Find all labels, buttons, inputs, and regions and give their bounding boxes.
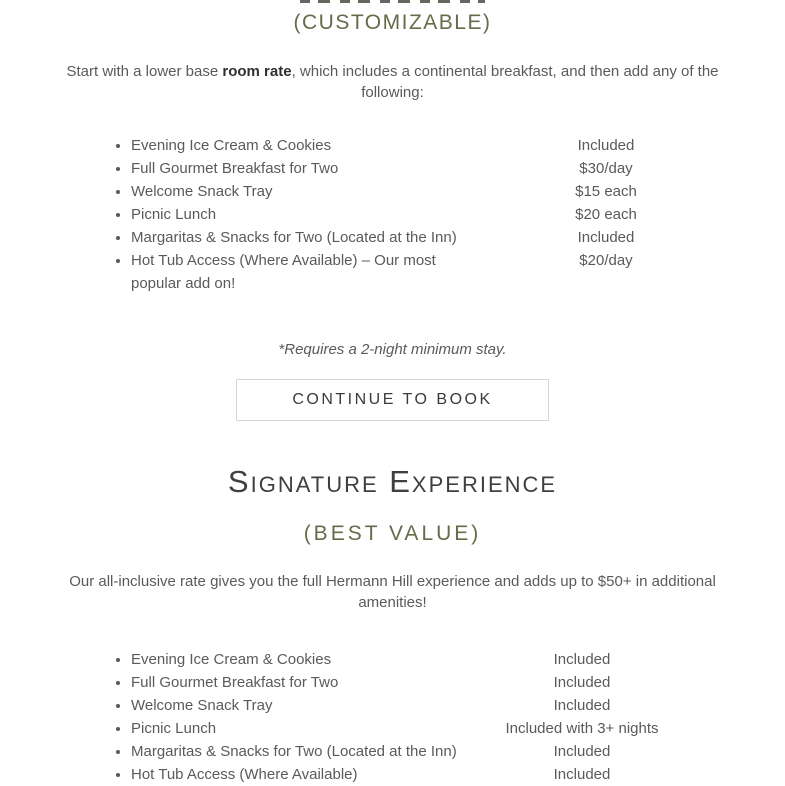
amenity-price: Included [577, 137, 635, 154]
intro-text-prefix: Start with a lower base [66, 63, 223, 80]
amenity-price: Included [553, 651, 611, 668]
customizable-intro [65, 61, 720, 103]
intro-room-rate-bold: room rate [222, 63, 292, 80]
amenity-price: $20 each [575, 206, 637, 223]
bullet-icon [116, 658, 120, 662]
signature-experience-title: Signature Experience [227, 464, 558, 499]
customizable-amenity-list [115, 134, 667, 295]
amenity-label-cell [115, 740, 497, 763]
list-item [115, 763, 667, 786]
amenity-label-cell [115, 249, 545, 295]
intro-text-suffix: , which includes a continental breakfast, and then add any of the following: [291, 63, 719, 101]
bullet-icon [116, 704, 120, 708]
amenity-price: Included [553, 697, 611, 714]
list-item [115, 249, 667, 295]
amenity-label: Margaritas & Snacks for Two (Located at the Inn) [131, 743, 457, 760]
minimum-stay-note: *Requires a 2-night minimum stay. [278, 341, 507, 358]
amenity-price: Included with 3+ nights [505, 720, 659, 737]
list-item [115, 180, 667, 203]
amenity-label-cell [115, 157, 545, 180]
bullet-icon [116, 236, 120, 240]
amenity-label-cell [115, 763, 497, 786]
cropped-heading-remnant [300, 0, 485, 3]
list-item [115, 134, 667, 157]
bullet-icon [116, 681, 120, 685]
customizable-subtitle: (CUSTOMIZABLE) [293, 11, 492, 34]
amenity-label: Evening Ice Cream & Cookies [131, 651, 332, 668]
list-item [115, 648, 667, 671]
amenity-price: Included [577, 229, 635, 246]
list-item [115, 203, 667, 226]
bullet-icon [116, 190, 120, 194]
amenity-label: Welcome Snack Tray [131, 697, 273, 714]
list-item [115, 671, 667, 694]
amenity-label-cell [115, 134, 545, 157]
amenity-label-cell [115, 226, 545, 249]
amenity-label: Full Gourmet Breakfast for Two [131, 674, 339, 691]
bullet-icon [116, 750, 120, 754]
bullet-icon [116, 773, 120, 777]
amenity-label: Full Gourmet Breakfast for Two [131, 160, 339, 177]
amenity-price: Included [553, 674, 611, 691]
list-item [115, 717, 667, 740]
amenity-price: Included [553, 743, 611, 760]
amenity-label: Welcome Snack Tray [131, 183, 273, 200]
amenity-label: Picnic Lunch [131, 206, 217, 223]
amenity-label-cell [115, 671, 497, 694]
list-item [115, 694, 667, 717]
best-value-subtitle: (BEST VALUE) [303, 522, 482, 545]
bullet-icon [116, 213, 120, 217]
amenity-label: Hot Tub Access (Where Available) – Our most popular add on! [131, 252, 436, 292]
amenity-price: $15 each [575, 183, 637, 200]
signature-amenity-list [115, 648, 667, 786]
amenity-label-cell [115, 180, 545, 203]
list-item [115, 740, 667, 763]
bullet-icon [116, 727, 120, 731]
amenity-label-cell [115, 694, 497, 717]
page-content [65, 0, 720, 786]
button-container [65, 379, 720, 421]
amenity-label: Evening Ice Cream & Cookies [131, 137, 332, 154]
amenity-label: Hot Tub Access (Where Available) [131, 766, 358, 783]
bullet-icon [116, 144, 120, 148]
amenity-label: Picnic Lunch [131, 720, 217, 737]
list-item [115, 226, 667, 249]
bullet-icon [116, 167, 120, 171]
amenity-label: Margaritas & Snacks for Two (Located at the Inn) [131, 229, 457, 246]
amenity-price: Included [553, 766, 611, 783]
amenity-label-cell [115, 648, 497, 671]
amenity-price: $30/day [579, 160, 633, 177]
bullet-icon [116, 259, 120, 263]
amenity-price: $20/day [579, 252, 633, 269]
signature-intro: Our all-inclusive rate gives you the full Hermann Hill experience and adds up to $50+ in additional amenities! [69, 573, 716, 611]
amenity-label-cell [115, 717, 497, 740]
continue-to-book-button[interactable]: CONTINUE TO BOOK [236, 379, 549, 421]
list-item [115, 157, 667, 180]
amenity-label-cell [115, 203, 545, 226]
